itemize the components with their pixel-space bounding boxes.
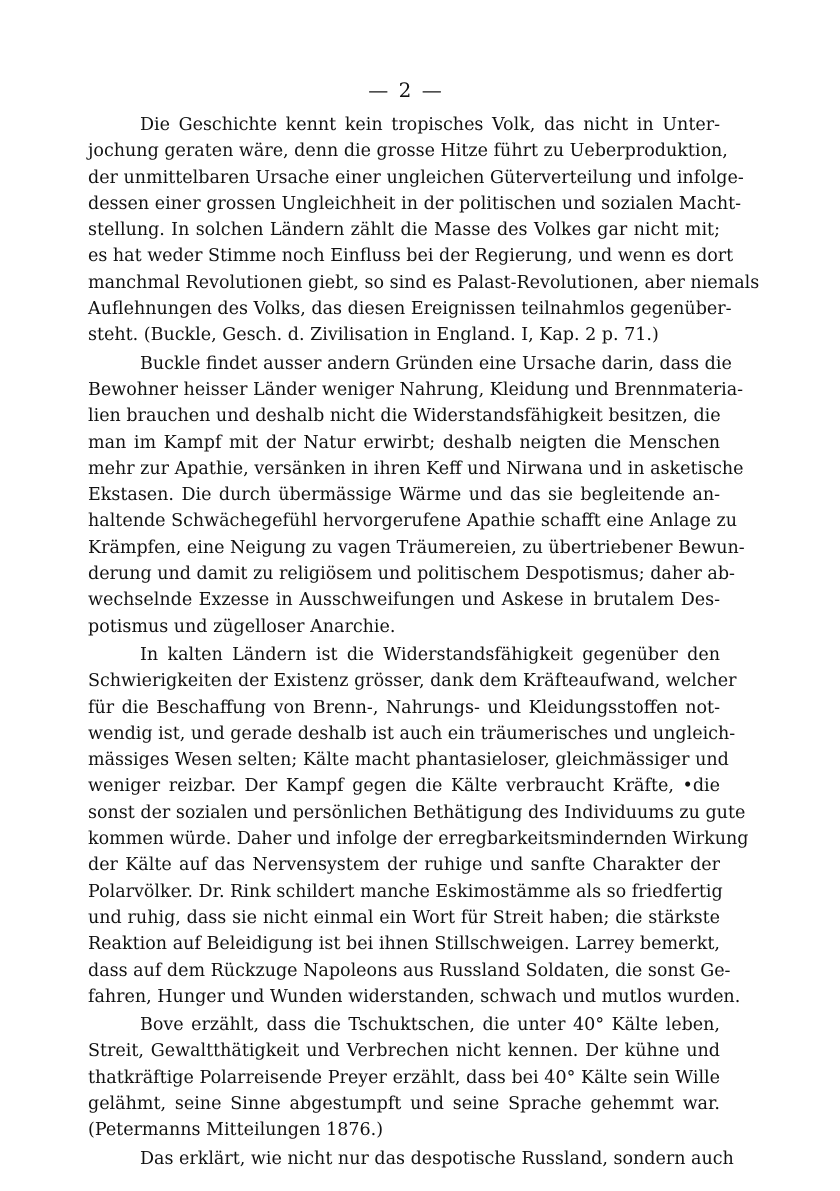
body-text [88,112,760,1172]
text-line: und ruhig, dass sie nicht einmal ein Wort für Streit haben; die stärkste [88,907,720,928]
text-line: Reaktion auf Beleidigung ist bei ihnen Stillschweigen. Larrey bemerkt, [88,934,720,955]
text-line: Ekstasen. Die durch übermässige Wärme und das sie begleitende an- [88,485,720,506]
text-line: derung und damit zu religiösem und politischem Despotismus; daher ab- [88,564,735,585]
paragraph [88,351,745,640]
text-line: wendig ist, und gerade deshalb ist auch ein träumerisches und ungleich- [88,723,736,744]
text-line: dessen einer grossen Ungleichheit in der politischen und sozialen Macht- [88,193,742,214]
text-line: Schwierigkeiten der Existenz grösser, dank dem Kräfteaufwand, welcher [88,671,737,692]
text-line: es hat weder Stimme noch Einfluss bei der Regierung, und wenn es dort [88,246,734,267]
text-line: Die Geschichte kennt kein tropisches Volk, das nicht in Unter- [140,115,720,135]
text-line: der unmittelbaren Ursache einer ungleichen Güterverteilung und infolge- [88,167,744,188]
paragraph [88,1012,720,1143]
text-line: manchmal Revolutionen giebt, so sind es Palast-Revolutionen, aber niemals [88,272,760,293]
page-number: — 2 — [368,78,444,102]
text-line: dass auf dem Rückzuge Napoleons aus Russland Soldaten, die sonst Ge- [88,960,731,981]
paragraph [88,112,760,349]
text-line: kommen würde. Daher und infolge der erregbarkeitsmindernden Wirkung [88,829,749,850]
text-line: fahren, Hunger und Wunden widerstanden, schwach und mutlos wurden. [88,986,741,1007]
text-line: gelähmt, seine Sinne abgestumpft und seine Sprache gehemmt war. [88,1093,720,1114]
text-line: jochung geraten wäre, denn die grosse Hitze führt zu Ueberproduktion, [88,141,728,162]
text-line: haltende Schwächegefühl hervorgerufene Apathie schafft eine Anlage zu [88,511,738,532]
text-line: weniger reizbar. Der Kampf gegen die Kälte verbraucht Kräfte, •die [88,776,720,797]
text-line: Bove erzählt, dass die Tschuktschen, die unter 40° Kälte leben, [140,1015,720,1036]
text-line: man im Kampf mit der Natur erwirbt; deshalb neigten die Menschen [88,432,720,453]
text-line: Polarvölker. Dr. Rink schildert manche Eskimostämme als so friedfertig [88,881,723,902]
text-line: wechselnde Exzesse in Ausschweifungen und Askese in brutalem Des- [88,590,720,611]
text-line: Bewohner heisser Länder weniger Nahrung, Kleidung und Brennmateria- [88,379,744,400]
text-line: sonst der sozialen und persönlichen Bethätigung des Individuums zu gute [88,802,746,823]
text-line: In kalten Ländern ist die Widerstandsfähigkeit gegenüber den [140,644,720,665]
text-line: lien brauchen und deshalb nicht die Widerstandsfähigkeit besitzen, die [88,406,721,427]
text-line: mehr zur Apathie, versänken in ihren Keff und Nirwana und in asketische [88,458,744,479]
paragraph [88,642,749,1010]
text-line: potismus und zügelloser Anarchie. [88,616,396,637]
text-line: Krämpfen, eine Neigung zu vagen Träumereien, zu übertriebener Bewun- [88,537,745,558]
text-line: thatkräftige Polarreisende Preyer erzählt, dass bei 40° Kälte sein Wille [88,1067,720,1088]
text-line: stellung. In solchen Ländern zählt die Masse des Volkes gar nicht mit; [88,220,720,241]
text-line: (Petermanns Mitteilungen 1876.) [88,1120,384,1141]
text-line: Auflehnungen des Volks, das diesen Ereignissen teilnahmlos gegenüber- [88,299,732,320]
text-line: für die Beschaffung von Brenn-, Nahrungs- und Kleidungsstoffen not- [88,697,720,718]
text-line: Streit, Gewaltthätigkeit und Verbrechen nicht kennen. Der kühne und [88,1041,720,1062]
text-line: Das erklärt, wie nicht nur das despotische Russland, sondern auch [140,1148,734,1169]
text-line: der Kälte auf das Nervensystem der ruhige und sanfte Charakter der [88,855,720,876]
text-line: steht. (Buckle, Gesch. d. Zivilisation in England. I, Kap. 2 p. 71.) [88,325,659,346]
paragraph [88,1146,734,1172]
text-line: mässiges Wesen selten; Kälte macht phantasieloser, gleichmässiger und [88,750,729,771]
text-line: Buckle findet ausser andern Gründen eine Ursache darin, dass die [140,353,732,374]
